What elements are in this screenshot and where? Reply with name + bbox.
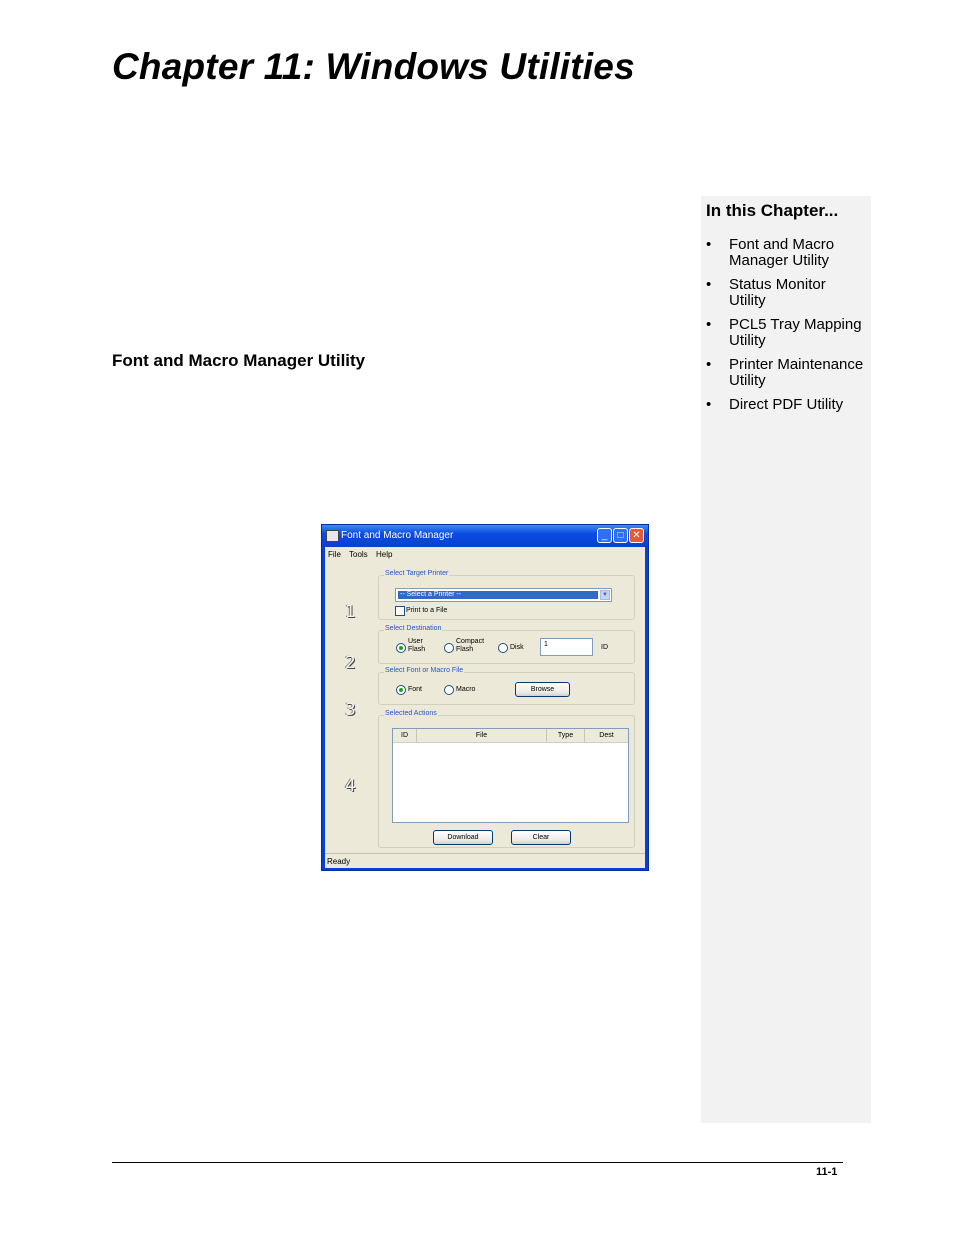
clear-button[interactable]: Clear [511,830,571,845]
macro-radio[interactable] [444,685,454,695]
group-legend: Select Destination [385,625,442,632]
menu-tools[interactable]: Tools [349,550,368,559]
font-macro-manager-window [321,524,649,871]
destination-group [378,625,635,664]
section-heading: Font and Macro Manager Utility [112,351,366,370]
maximize-button[interactable] [613,528,628,543]
minimize-button[interactable] [597,528,612,543]
window-title: Font and Macro Manager [341,530,454,541]
minimize-icon: _ [601,530,608,541]
sidebar-heading: In this Chapter... [706,201,839,220]
column-header-id[interactable]: ID [393,729,417,742]
group-legend: Selected Actions [385,710,437,717]
printer-icon [326,530,339,542]
download-button[interactable]: Download [433,830,493,845]
id-label: ID [601,644,608,651]
print-to-file-label: Print to a File [406,607,448,614]
compact-flash-label: Compact Flash [456,638,485,653]
disk-label: Disk [510,644,524,651]
menu-file[interactable]: File [328,550,341,559]
font-radio[interactable] [396,685,406,695]
group-legend: Select Font or Macro File [385,667,464,674]
page-number: 11-1 [816,1166,838,1178]
print-to-file-checkbox[interactable] [395,606,405,616]
step-number: 1 [345,602,356,622]
window-titlebar[interactable] [322,525,648,547]
sidebar-item: • PCL5 Tray Mapping Utility [706,316,862,349]
sidebar-list [706,237,866,421]
step-number: 2 [345,653,356,673]
status-bar [325,853,645,869]
group-legend: Select Target Printer [385,570,449,577]
sidebar-item: • Font and Macro Manager Utility [706,236,835,269]
actions-list[interactable] [392,728,629,823]
step-number: 3 [345,700,356,720]
column-header-file[interactable]: File [417,729,547,742]
compact-flash-radio[interactable] [444,643,454,653]
disk-radio[interactable] [498,643,508,653]
browse-button[interactable]: Browse [515,682,570,697]
column-header-type[interactable]: Type [547,729,585,742]
step-number: 4 [345,776,356,796]
menu-bar [325,547,645,561]
actions-list-header [393,729,628,743]
printer-select[interactable] [395,588,612,602]
column-header-dest[interactable]: Dest [599,732,614,739]
sidebar-item: • Direct PDF Utility [706,396,844,413]
target-printer-group [378,570,635,620]
chevron-down-icon[interactable]: ▼ [600,590,610,600]
window-client-area [325,547,645,868]
printer-select-value: -- Select a Printer -- [398,591,598,599]
close-button[interactable] [629,528,644,543]
menu-help[interactable]: Help [376,550,393,559]
footer-rule [112,1162,843,1163]
macro-label: Macro [456,686,476,693]
sidebar-item: • Printer Maintenance Utility [706,356,864,389]
chapter-contents-sidebar [701,196,871,1123]
status-text: Ready [327,857,351,866]
close-icon: ✕ [632,530,641,541]
selected-actions-group [378,710,635,848]
user-flash-radio[interactable] [396,643,406,653]
chapter-title: Chapter 11: Windows Utilities [112,46,635,87]
sidebar-item: • Status Monitor Utility [706,276,826,309]
id-input[interactable]: 1 [540,638,593,656]
user-flash-label: User Flash [408,638,426,653]
file-select-group [378,667,635,705]
font-label: Font [408,686,423,693]
maximize-icon: □ [617,530,624,541]
